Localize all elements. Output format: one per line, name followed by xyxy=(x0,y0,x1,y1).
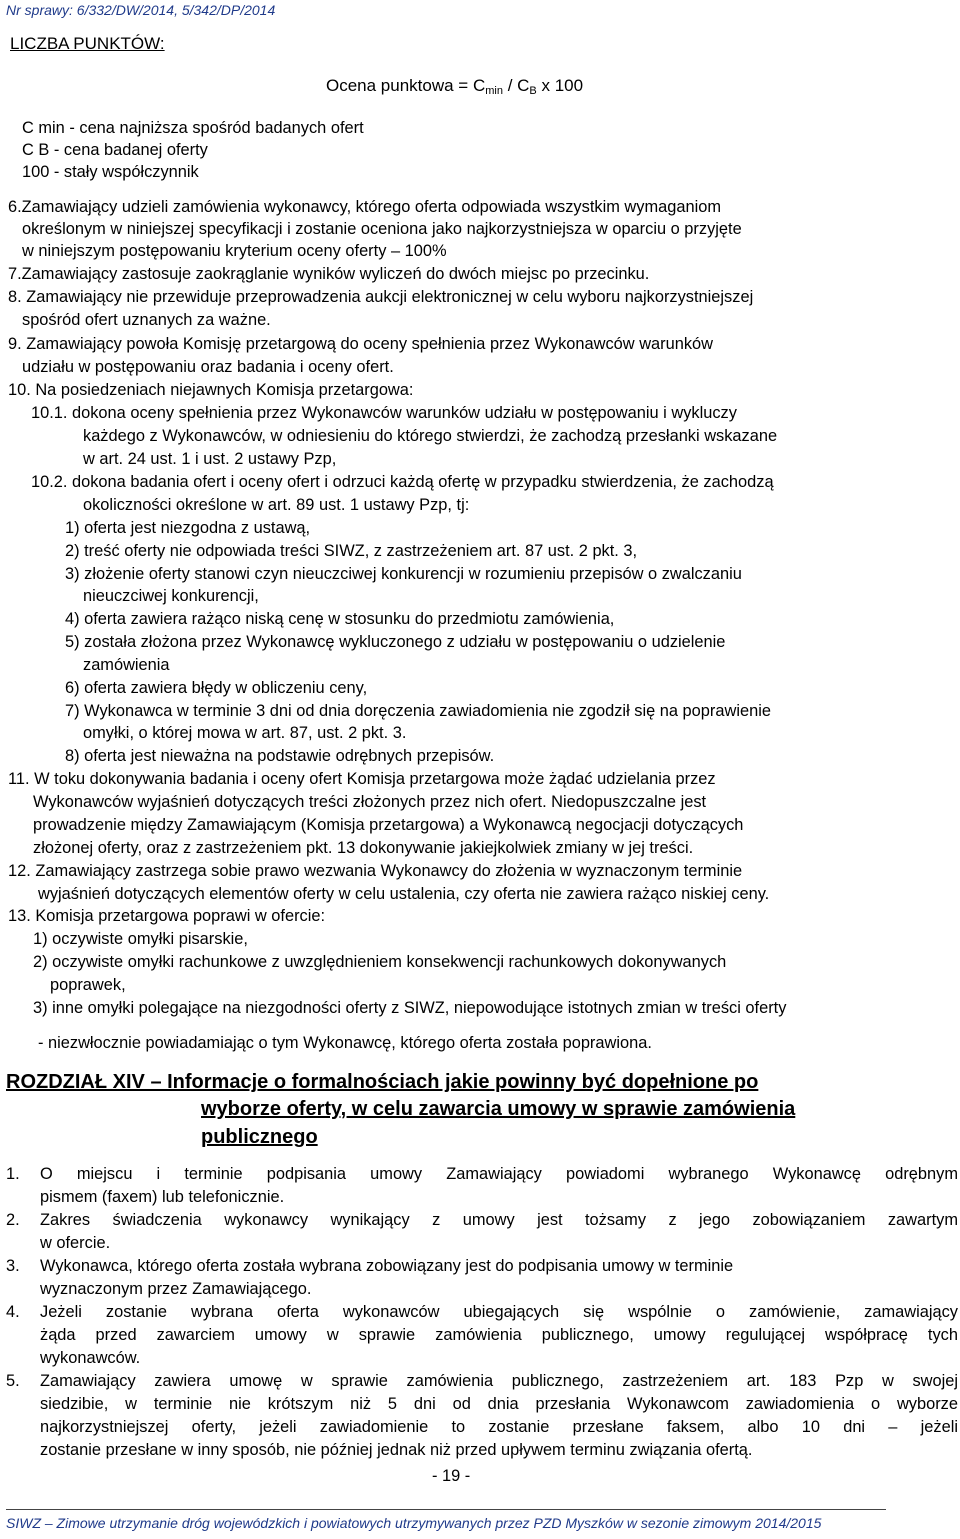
item-10-2-line: 10.2. dokona badania ofert i oceny ofert i odrzuci każdą ofertę w przypadku stwierdzenia, że zachodzą xyxy=(31,473,774,491)
point-line: pismem (faxem) lub telefonicznie. xyxy=(40,1188,285,1206)
reason-item: nieuczciwej konkurencji, xyxy=(83,587,259,605)
chapter-heading: wyborze oferty, w celu zawarcia umowy w sprawie zamówienia xyxy=(201,1098,796,1120)
point-line: Zakres świadczenia wykonawcy wynikający z umowy jest tożsamy z jego zobowiązaniem zawartym xyxy=(40,1211,958,1229)
point-number: 5. xyxy=(6,1372,20,1390)
chapter-heading: ROZDZIAŁ XIV – Informacje o formalnościach jakie powinny być dopełnione po xyxy=(6,1071,759,1093)
point-line: wykonawców. xyxy=(40,1349,141,1367)
item-7: 7.Zamawiający zastosuje zaokrąglanie wyników wyliczeń do dwóch miejsc po przecinku. xyxy=(8,265,650,283)
point-number: 1. xyxy=(6,1165,20,1183)
case-number: Nr sprawy: 6/332/DW/2014, 5/342/DP/2014 xyxy=(6,2,276,18)
point-line: w ofercie. xyxy=(40,1234,111,1252)
item-6-line: 6.Zamawiający udzieli zamówienia wykonawcy, którego oferta odpowiada wszystkim wymaganiom xyxy=(8,198,721,216)
item-6-line: w niniejszym postępowaniu kryterium oceny oferty – 100% xyxy=(22,242,447,260)
reason-item: 5) została złożona przez Wykonawcę wykluczonego z udziału w postępowaniu o udzielenie xyxy=(65,633,726,651)
item-12-line: 12. Zamawiający zastrzega sobie prawo wezwania Wykonawcy do złożenia w wyznaczonym terminie xyxy=(8,862,743,880)
legend-cb: C B - cena badanej oferty xyxy=(22,141,208,159)
legend-factor: 100 - stały współczynnik xyxy=(22,163,199,181)
footer-divider xyxy=(6,1509,886,1510)
point-line: O miejscu i terminie podpisania umowy Zamawiający powiadomi wybranego Wykonawcę odrębnym xyxy=(40,1165,958,1183)
point-number: 3. xyxy=(6,1257,20,1275)
legend-cmin: C min - cena najniższa spośród badanych ofert xyxy=(22,119,364,137)
reason-item: 4) oferta zawiera rażąco niską cenę w stosunku do przedmiotu zamówienia, xyxy=(65,610,615,628)
reason-item: 2) treść oferty nie odpowiada treści SIWZ, z zastrzeżeniem art. 87 ust. 2 pkt. 3, xyxy=(65,542,638,560)
item-11-line: złożonej oferty, oraz z zastrzeżeniem pkt. 13 dokonywanie jakiejkolwiek zmiany w jej treści. xyxy=(33,839,694,857)
item-13-line: poprawek, xyxy=(50,976,126,994)
point-line: siedzibie, w terminie nie krótszym niż 5 dni od dnia przesłania Wykonawcom zawiadomienia o wyborze xyxy=(40,1395,958,1413)
reason-item: zamówienia xyxy=(83,656,170,674)
point-line: żąda przed zawarciem umowy w sprawie zamówienia publicznego, umowy regulującej współpracę tych xyxy=(40,1326,958,1344)
point-line: zostanie przesłane w inny sposób, nie później jednak niż przed upływem terminu związania ofertą. xyxy=(40,1441,753,1459)
item-13-line: - niezwłocznie powiadamiając o tym Wykonawcę, którego oferta została poprawiona. xyxy=(38,1034,652,1052)
item-8-line: 8. Zamawiający nie przewiduje przeprowadzenia aukcji elektronicznej w celu wyboru najkorzystniejszej xyxy=(8,288,754,306)
item-13-line: 13. Komisja przetargowa poprawi w ofercie: xyxy=(8,907,326,925)
item-9-line: 9. Zamawiający powoła Komisję przetargową do oceny spełnienia przez Wykonawców warunków xyxy=(8,335,713,353)
item-13-line: 1) oczywiste omyłki pisarskie, xyxy=(33,930,248,948)
item-6-line: określonym w niniejszej specyfikacji i zostanie oceniona jako najkorzystniejsza w oparciu o przyjęte xyxy=(22,220,742,238)
footer-text: SIWZ – Zimowe utrzymanie dróg wojewódzkich i powiatowych utrzymywanych przez PZD Myszków w sezonie zimowym 2014/2015 xyxy=(6,1515,822,1531)
reason-item: 1) oferta jest niezgodna z ustawą, xyxy=(65,519,311,537)
item-12-line: wyjaśnień dotyczących elementów oferty w celu ustalenia, czy oferta nie zawiera rażąco niskiej ceny. xyxy=(38,885,770,903)
chapter-heading: publicznego xyxy=(201,1126,318,1148)
reason-item: omyłki, o której mowa w art. 87, ust. 2 pkt. 3. xyxy=(83,724,407,742)
item-13-line: 3) inne omyłki polegające na niezgodności oferty z SIWZ, niepowodujące istotnych zmian w treści oferty xyxy=(33,999,787,1017)
item-10-1-line: 10.1. dokona oceny spełnienia przez Wykonawców warunków udziału w postępowaniu i wykluczy xyxy=(31,404,737,422)
reason-item: 6) oferta zawiera błędy w obliczeniu ceny, xyxy=(65,679,368,697)
item-10-1-line: każdego z Wykonawców, w odniesieniu do którego stwierdzi, że zachodzą przesłanki wskazane xyxy=(83,427,778,445)
page-number: - 19 - xyxy=(432,1467,471,1485)
reason-item: 8) oferta jest nieważna na podstawie odrębnych przepisów. xyxy=(65,747,495,765)
item-11-line: Wykonawców wyjaśnień dotyczących treści złożonych przez nich ofert. Niedopuszczalne jest xyxy=(33,793,707,811)
score-formula: Ocena punktowa = $C_{min} / C_B$ x 100 xyxy=(326,76,584,97)
item-11-line: 11. W toku dokonywania badania i oceny ofert Komisja przetargowa może żądać udzielania przez xyxy=(8,770,716,788)
item-8-line: spośród ofert uznanych za ważne. xyxy=(22,311,271,329)
point-line: najkorzystniejszej oferty, jeżeli zawiadomienie to zostanie przesłane faksem, albo 10 dni – jeżeli xyxy=(40,1418,958,1436)
item-9-line: udziału w postępowaniu oraz badania i oceny ofert. xyxy=(22,358,394,376)
item-13-line: 2) oczywiste omyłki rachunkowe z uwzględnieniem konsekwencji rachunkowych dokonywanych xyxy=(33,953,727,971)
item-10-2-line: okoliczności określone w art. 89 ust. 1 ustawy Pzp, tj: xyxy=(83,496,470,514)
point-line: Zamawiający zawiera umowę w sprawie zamówienia publicznego, zastrzeżeniem art. 183 Pzp w swojej xyxy=(40,1372,958,1390)
point-line: Wykonawca, którego oferta została wybrana zobowiązany jest do podpisania umowy w terminie xyxy=(40,1257,734,1275)
point-line: Jeżeli zostanie wybrana oferta wykonawców ubiegających się wspólnie o zamówienie, zamawiający xyxy=(40,1303,958,1321)
score-title: LICZBA PUNKTÓW: xyxy=(10,34,165,53)
point-number: 2. xyxy=(6,1211,20,1229)
item-10-1-line: w art. 24 ust. 1 i ust. 2 ustawy Pzp, xyxy=(83,450,337,468)
reason-item: 3) złożenie oferty stanowi czyn nieuczciwej konkurencji w rozumieniu przepisów o zwalczaniu xyxy=(65,565,742,583)
item-11-line: prowadzenie między Zamawiającym (Komisja przetargowa) a Wykonawcą negocjacji dotyczących xyxy=(33,816,744,834)
item-10: 10. Na posiedzeniach niejawnych Komisja przetargowa: xyxy=(8,381,414,399)
point-line: wyznaczonym przez Zamawiającego. xyxy=(40,1280,312,1298)
reason-item: 7) Wykonawca w terminie 3 dni od dnia doręczenia zawiadomienia nie zgodził się na poprawienie xyxy=(65,702,771,720)
point-number: 4. xyxy=(6,1303,20,1321)
